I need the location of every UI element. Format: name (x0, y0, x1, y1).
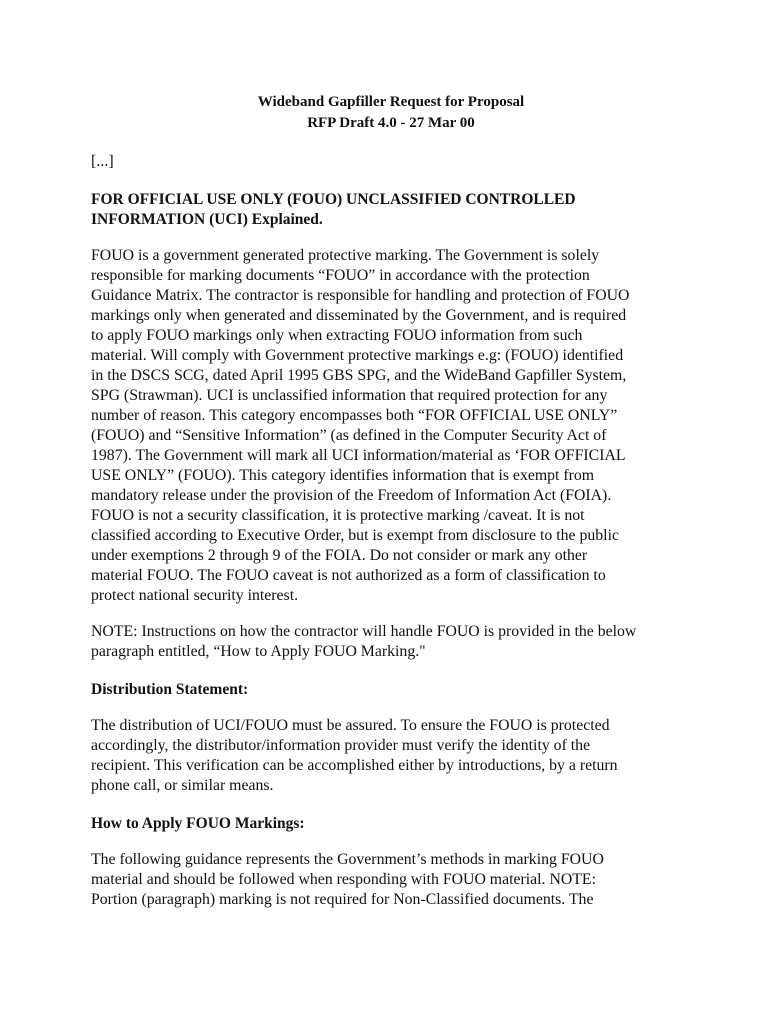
paragraph-line: material and should be followed when responding with FOUO material. NOTE: (91, 871, 596, 888)
paragraph-line: mandatory release under the provision of the Freedom of Information Act (FOIA). (91, 487, 612, 504)
paragraph-line: to apply FOUO markings only when extracting FOUO information from such (91, 327, 583, 344)
paragraph-line: The following guidance represents the Government’s methods in marking FOUO (91, 851, 604, 868)
paragraph-line: Guidance Matrix. The contractor is responsible for handling and protection of FOUO (91, 287, 630, 304)
paragraph-line: FOUO is not a security classification, it is protective marking /caveat. It is not (91, 507, 585, 524)
paragraph-line: material. Will comply with Government protective markings e.g: (FOUO) identified (91, 347, 624, 364)
heading-fouo-explained (91, 190, 691, 230)
paragraph-distribution (91, 716, 691, 796)
paragraph-line: in the DSCS SCG, dated April 1995 GBS SPG, and the WideBand Gapfiller System, (91, 367, 627, 384)
document-page (91, 92, 691, 910)
paragraph-line: Portion (paragraph) marking is not required for Non-Classified documents. The (91, 891, 594, 908)
paragraph-line: accordingly, the distributor/information provider must verify the identity of the (91, 737, 591, 754)
paragraph-line: paragraph entitled, “How to Apply FOUO Marking." (91, 643, 426, 660)
paragraph-note (91, 622, 691, 662)
heading-how-to-apply: How to Apply FOUO Markings: (91, 815, 305, 832)
paragraph-line: material FOUO. The FOUO caveat is not authorized as a form of classification to (91, 567, 606, 584)
paragraph-line: FOUO is a government generated protective marking. The Government is solely (91, 247, 600, 264)
paragraph-line: NOTE: Instructions on how the contractor will handle FOUO is provided in the below (91, 623, 637, 640)
paragraph-line: recipient. This verification can be accomplished either by introductions, by a return (91, 757, 618, 774)
document-title (91, 92, 691, 134)
heading-fouo-line-1: FOR OFFICIAL USE ONLY (FOUO) UNCLASSIFIED CONTROLLED (91, 191, 576, 208)
paragraph-line: protect national security interest. (91, 587, 299, 604)
paragraph-line: USE ONLY” (FOUO). This category identifies information that is exempt from (91, 467, 595, 484)
paragraph-line: under exemptions 2 through 9 of the FOIA. Do not consider or mark any other (91, 547, 588, 564)
paragraph-fouo-definition (91, 246, 691, 606)
title-line-1: Wideband Gapfiller Request for Proposal (257, 94, 525, 110)
paragraph-line: classified according to Executive Order, but is exempt from disclosure to the public (91, 527, 619, 544)
paragraph-line: responsible for marking documents “FOUO” in accordance with the protection (91, 267, 590, 284)
paragraph-line: markings only when generated and disseminated by the Government, and is required (91, 307, 627, 324)
paragraph-line: (FOUO) and “Sensitive Information” (as defined in the Computer Security Act of (91, 427, 607, 444)
paragraph-how-to-apply (91, 850, 691, 910)
heading-distribution-statement: Distribution Statement: (91, 681, 249, 698)
paragraph-line: The distribution of UCI/FOUO must be assured. To ensure the FOUO is protected (91, 717, 610, 734)
omission-marker: [...] (91, 153, 114, 170)
paragraph-line: 1987). The Government will mark all UCI information/material as ‘FOR OFFICIAL (91, 447, 626, 464)
paragraph-line: number of reason. This category encompasses both “FOR OFFICIAL USE ONLY” (91, 407, 618, 424)
paragraph-line: SPG (Strawman). UCI is unclassified information that required protection for any (91, 387, 608, 404)
title-line-2: RFP Draft 4.0 - 27 Mar 00 (307, 115, 475, 131)
heading-fouo-line-2: INFORMATION (UCI) Explained. (91, 211, 323, 228)
paragraph-line: phone call, or similar means. (91, 777, 274, 794)
